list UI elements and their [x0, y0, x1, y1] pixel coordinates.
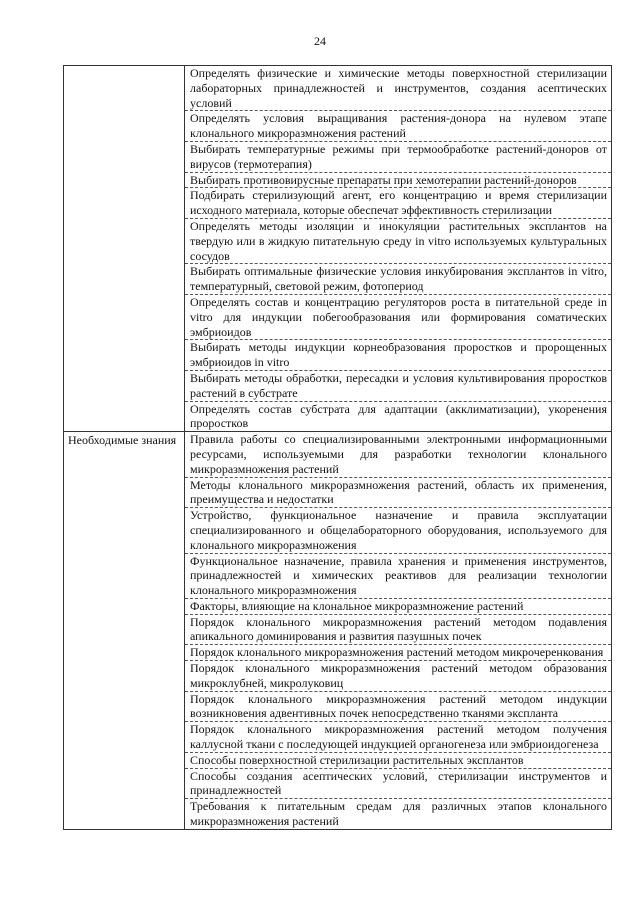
list-item: Факторы, влияющие на клональное микроразмножение растений [185, 599, 611, 615]
items-cell [185, 432, 612, 830]
list-item: Определять физические и химические методы поверхностной стерилизации лабораторных принадлежностей и инструментов, создания асептических условий [185, 66, 611, 111]
list-item: Определять методы изоляции и инокуляции растительных эксплантов на твердую или в жидкую питательную среду in vitro используемых культуральных сосудов [185, 219, 611, 264]
section-label: Необходимые знания [64, 432, 185, 830]
table-row [64, 432, 612, 830]
list-item: Определять условия выращивания растения-донора на нулевом этапе клонального микроразмножения растений [185, 111, 611, 142]
list-item: Выбирать методы индукции корнеобразования проростков и пророщенных эмбриоидов in vitro [185, 340, 611, 371]
list-item: Способы поверхностной стерилизации растительных эксплантов [185, 753, 611, 769]
list-item: Выбирать оптимальные физические условия инкубирования эксплантов in vitro, температурный, световой режим, фотопериод [185, 264, 611, 295]
list-item: Требования к питательным средам для различных этапов клонального микроразмножения растений [190, 799, 607, 829]
list-item: Методы клонального микроразмножения растений, область их применения, преимущества и недостатки [185, 478, 611, 509]
competency-table [63, 65, 612, 830]
list-item: Функциональное назначение, правила хранения и применения инструментов, принадлежностей и химических реактивов для реализации технологии клонального микроразмножения [185, 554, 611, 599]
list-item: Порядок клонального микроразмножения растений методом подавления апикального доминирования и развития пазушных почек [185, 615, 611, 646]
list-item: Определять состав субстрата для адаптации (акклиматизации), укоренения проростков [190, 401, 607, 431]
list-item: Правила работы со специализированными электронными информационными ресурсами, используемыми для разработки технологии клонального микроразмножения растений [185, 432, 611, 477]
section-label [64, 66, 185, 432]
list-item: Выбирать температурные режимы при термообработке растений-доноров от вирусов (термотерапия) [185, 142, 611, 173]
list-item: Выбирать противовирусные препараты при хемотерапии растений-доноров [185, 173, 611, 189]
list-item: Способы создания асептических условий, стерилизации инструментов и принадлежностей [185, 769, 611, 800]
list-item: Подбирать стерилизующий агент, его концентрацию и время стерилизации исходного материала, которые обеспечат эффективность стерилизации [185, 188, 611, 219]
list-item: Порядок клонального микроразмножения растений методом индукции возникновения адвентивных почек непосредственно тканями экспланта [185, 692, 611, 723]
table-row [64, 66, 612, 432]
list-item: Выбирать методы обработки, пересадки и условия культивирования проростков растений в субстрате [185, 371, 611, 402]
list-item: Порядок клонального микроразмножения растений методом образования микроклубней, микролуковиц [185, 661, 611, 692]
list-item: Устройство, функциональное назначение и правила эксплуатации специализированного и общелабораторного оборудования, используемого для клонального микроразмножения [185, 508, 611, 553]
list-item: Порядок клонального микроразмножения растений методом микрочеренкования [185, 645, 611, 661]
items-cell [185, 66, 612, 432]
list-item: Порядок клонального микроразмножения растений методом получения каллусной ткани с последующей индукцией органогенеза или эмбриоидогенеза [185, 722, 611, 753]
page-number: 24 [314, 34, 326, 48]
list-item: Определять состав и концентрацию регуляторов роста в питательной среде in vitro для индукции побегообразования или формирования соматических эмбриоидов [185, 295, 611, 340]
